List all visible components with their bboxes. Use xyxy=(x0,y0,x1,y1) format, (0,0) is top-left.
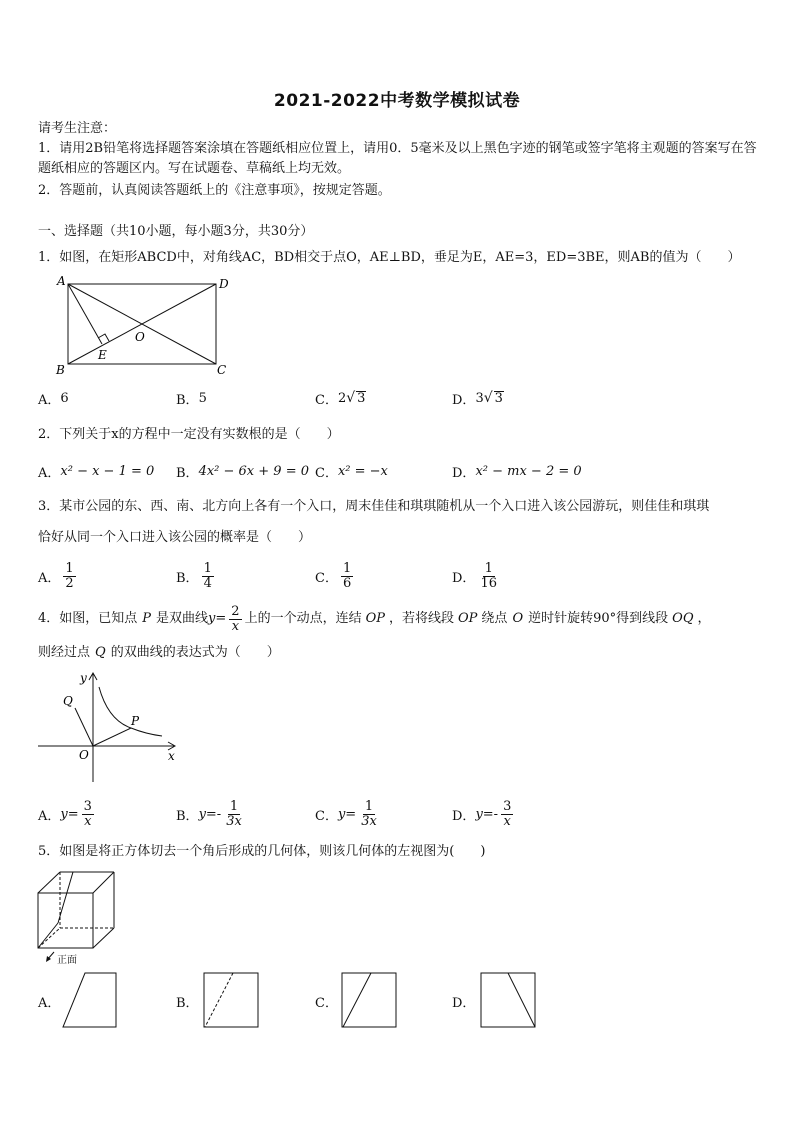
q4-origin-label: O xyxy=(79,748,89,762)
q1-option-c[interactable] xyxy=(315,383,366,413)
q1-rectangle-figure xyxy=(52,273,238,379)
q5-option-d-label[interactable]: D． xyxy=(452,995,476,1011)
option-value: 6 xyxy=(60,390,69,406)
option-value: 5 xyxy=(198,390,207,406)
option-equation: 4x² − 6x + 9 = 0 xyxy=(198,463,309,479)
option-label: D． xyxy=(452,465,476,481)
radicand: 3 xyxy=(357,391,366,406)
q5-cube-figure xyxy=(36,868,118,968)
option-label: A． xyxy=(38,392,61,408)
q1-label-c: C xyxy=(217,363,227,377)
option-label: A． xyxy=(38,465,61,481)
q4-option-b[interactable]: B． y=- $\frac{1}{3x}$ xyxy=(176,798,242,829)
option-label: C． xyxy=(315,570,338,586)
option-equation: x² = −x xyxy=(337,463,388,479)
notice-heading: 请考生注意： xyxy=(38,121,117,136)
option-label: A． xyxy=(38,570,61,586)
q1-label-e: E xyxy=(98,348,107,362)
fraction: $\frac{1}{6}$ xyxy=(342,560,352,591)
option-label: D． xyxy=(452,392,476,408)
q5-option-a-shape[interactable] xyxy=(62,972,118,1028)
option-coefficient: 2 xyxy=(337,390,347,406)
notice-item-2: 2．答题前，认真阅读答题纸上的《注意事项》，按规定答题。 xyxy=(38,183,391,198)
radicand: 3 xyxy=(494,391,503,406)
option-label: B． xyxy=(176,392,199,408)
option-equation: x² − x − 1 = 0 xyxy=(60,463,155,479)
q1-label-a: A xyxy=(57,274,66,288)
q2-stem: 2．下列关于x的方程中一定没有实数根的是（ ） xyxy=(38,427,340,442)
fraction: $\frac{1}{3x}$ xyxy=(361,798,377,829)
option-label: B． xyxy=(176,465,199,481)
q4-option-a[interactable]: A． y= $\frac{3}{x}$ xyxy=(38,798,92,829)
option-label: D． xyxy=(452,808,476,824)
q1-label-o: O xyxy=(135,330,145,344)
fraction: $\frac{3}{x}$ xyxy=(83,798,92,829)
q5-stem: 5．如图是将正方体切去一个角后形成的几何体，则该几何体的左视图为( ) xyxy=(38,844,486,859)
q4-option-c[interactable]: C． y= $\frac{1}{3x}$ xyxy=(315,798,377,829)
q2-option-a[interactable] xyxy=(38,456,154,486)
q4-stem-line-1: 4．如图，已知点 P 是双曲线 y= $\frac{2}{x}$ 上的一个动点，连结 OP ，若将线段 OP 绕点 O 逆时针旋转90°得到线段 OQ ， xyxy=(38,603,711,634)
q5-option-c-label[interactable]: C． xyxy=(315,995,338,1011)
option-coefficient: 3 xyxy=(475,390,484,406)
q1-label-d: D xyxy=(219,277,229,291)
q5-option-b-label[interactable]: B． xyxy=(176,995,199,1011)
notice-item-1: 1．请用2B铅笔将选择题答案涂填在答题纸相应位置上，请用0．5毫米及以上黑色字迹的钢笔或签字笔将主观题的答案写在答题纸相应的答题区内。写在试题卷、草稿纸上均无效。 xyxy=(38,141,757,176)
option-label: B． xyxy=(176,570,199,586)
q2-option-c[interactable] xyxy=(315,456,388,486)
q3-option-a[interactable] xyxy=(38,558,79,594)
option-label: C． xyxy=(315,465,338,481)
option-label: B． xyxy=(176,808,199,824)
fraction: $\frac{2}{x}$ xyxy=(231,603,240,634)
fraction: $\frac{1}{3x}$ xyxy=(226,798,242,829)
q4-stem-line-2: 则经过点 Q 的双曲线的表达式为（ ） xyxy=(38,645,280,660)
q2-option-b[interactable] xyxy=(176,456,309,486)
q3-option-d[interactable] xyxy=(452,558,502,594)
fraction: $\frac{1}{16}$ xyxy=(480,560,497,591)
q4-hyperbola-figure xyxy=(36,670,186,786)
q4-option-d[interactable]: D． y=- $\frac{3}{x}$ xyxy=(452,798,512,829)
q4-axis-x-label: x xyxy=(168,749,175,763)
q3-option-b[interactable] xyxy=(176,558,217,594)
q4-point-q-label: Q xyxy=(63,694,73,708)
q1-label-b: B xyxy=(56,363,65,377)
q5-option-d-shape[interactable] xyxy=(480,972,536,1028)
option-label: A． xyxy=(38,808,61,824)
q3-stem-line-2: 恰好从同一个入口进入该公园的概率是（ ） xyxy=(38,530,312,545)
option-label: C． xyxy=(315,808,338,824)
fraction: $\frac{3}{x}$ xyxy=(503,798,512,829)
q4-point-p-label: P xyxy=(131,714,140,728)
fraction: $\frac{1}{2}$ xyxy=(65,560,74,591)
option-label: D． xyxy=(452,570,476,586)
q5-option-b-shape[interactable] xyxy=(203,972,259,1028)
option-label: C． xyxy=(315,392,338,408)
q3-stem-line-1: 3．某市公园的东、西、南、北方向上各有一个入口，周末佳佳和琪琪随机从一个入口进入该公园游玩，则佳佳和琪琪 xyxy=(38,499,710,514)
q5-front-label: 正面 xyxy=(57,955,77,966)
section-heading: 一、选择题（共10小题，每小题3分，共30分） xyxy=(38,224,314,239)
q1-option-a[interactable] xyxy=(38,383,69,413)
q3-option-c[interactable] xyxy=(315,558,356,594)
q4-axis-y-label: y xyxy=(80,671,87,685)
q5-option-c-shape[interactable] xyxy=(341,972,397,1028)
q1-stem: 1．如图，在矩形ABCD中，对角线AC，BD相交于点O，AE⊥BD，垂足为E，AE=3，ED=3BE，则AB的值为（ ） xyxy=(38,250,741,265)
radical-sign: √ xyxy=(483,390,493,406)
q5-option-a-label[interactable]: A． xyxy=(38,995,61,1011)
q1-option-b[interactable] xyxy=(176,383,207,413)
option-equation: x² − mx − 2 = 0 xyxy=(475,463,582,479)
radical-sign: √ xyxy=(346,390,356,406)
q2-option-d[interactable] xyxy=(452,456,582,486)
q1-option-d[interactable] xyxy=(452,383,504,413)
page-title: 2021-2022中考数学模拟试卷 xyxy=(273,91,521,111)
fraction: $\frac{1}{4}$ xyxy=(203,560,212,591)
